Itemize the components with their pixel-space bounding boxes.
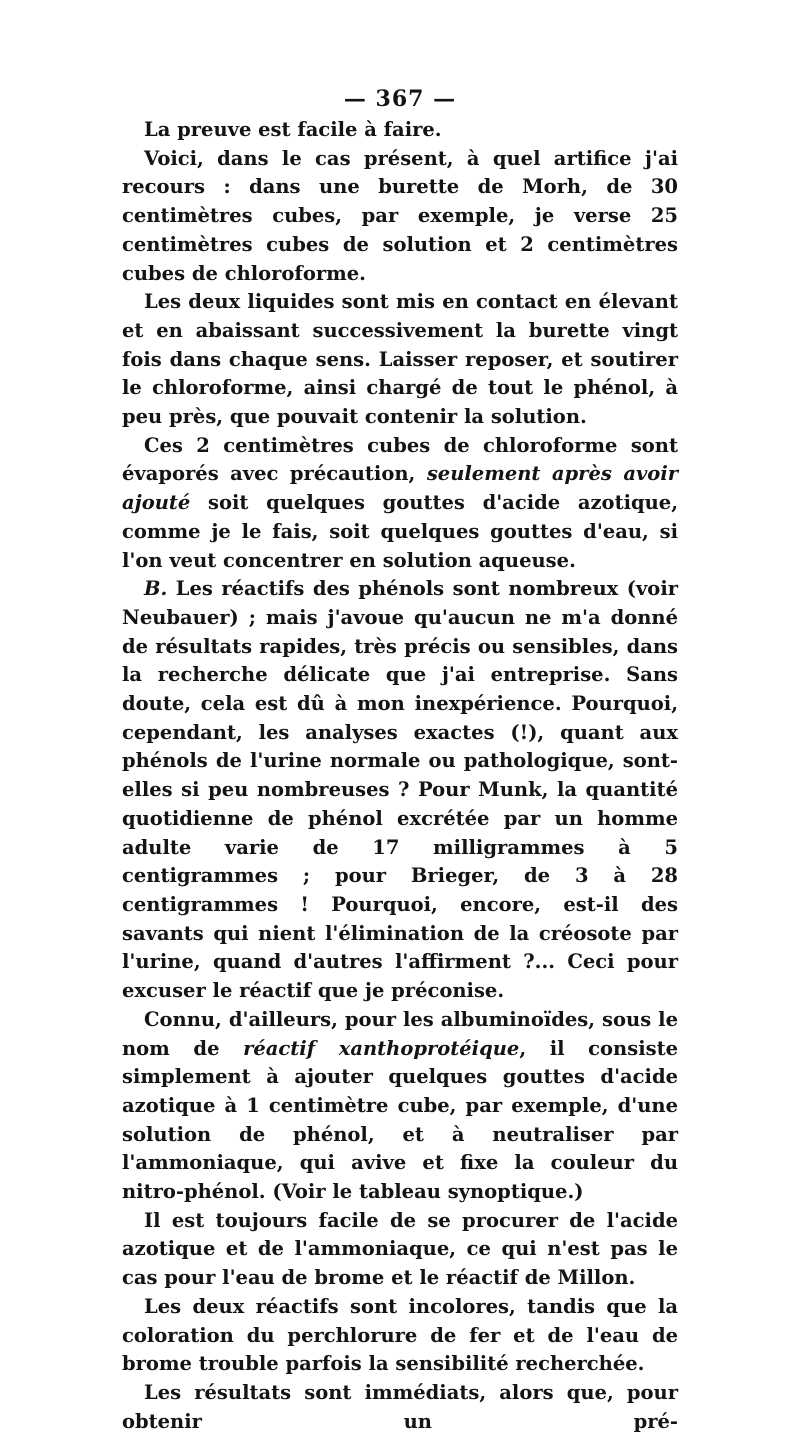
body-text bbox=[122, 116, 678, 1436]
paragraph bbox=[122, 1379, 678, 1436]
text-run: Ces 2 centimètres cubes de chloroforme sont évaporés avec précaution, bbox=[122, 433, 678, 486]
text-run: La preuve est facile à faire. bbox=[144, 118, 442, 141]
text-run: Connu, d'ailleurs, pour les albuminoïdes, sous le nom de bbox=[122, 1007, 678, 1060]
italic-run: seulement après avoir ajouté bbox=[122, 462, 678, 515]
text-run: Les deux liquides sont mis en contact en élevant et en abaissant successivement la burette vingt fois dans chaque sens. Laisser reposer, et soutirer le chloroforme, ainsi chargé de tout le phénol, à peu près, que pouvait contenir la solution. bbox=[122, 290, 678, 429]
text-run: Il est toujours facile de se procurer de l'acide azotique et de l'ammoniaque, ce qui n'est pas le cas pour l'eau de brome et le réactif de Millon. bbox=[122, 1208, 678, 1290]
paragraph bbox=[122, 116, 678, 145]
text-run: soit quelques gouttes d'acide azotique, comme je le fais, soit quelques gouttes d'eau, si l'on veut concentrer en solution aqueuse. bbox=[122, 491, 678, 572]
paragraph bbox=[122, 432, 678, 576]
paragraph bbox=[122, 1207, 678, 1293]
italic-run: réactif xanthoprotéique bbox=[243, 1036, 520, 1060]
paragraph bbox=[122, 145, 678, 289]
section-letter: B. bbox=[144, 577, 168, 601]
text-run: , il consiste simplement à ajouter quelques gouttes d'acide azotique à 1 centimètre cube, par exemple, d'une solution de phénol, et à neutraliser par l'ammoniaque, qui avive et fixe la couleur du nitro-phénol. (Voir le tableau synoptique.) bbox=[122, 1036, 678, 1204]
paragraph bbox=[122, 1293, 678, 1379]
paragraph bbox=[122, 1006, 678, 1207]
text-run: Les résultats sont immédiats, alors que, pour obtenir un pré- bbox=[122, 1380, 678, 1433]
text-run: Voici, dans le cas présent, à quel artifice j'ai recours : dans une burette de Morh, de 30 centimètres cubes, par exemple, je verse 25 centimètres cubes de solution et 2 centimètres cubes de chloroforme. bbox=[122, 146, 678, 285]
page-number: — 367 — bbox=[343, 86, 457, 112]
paragraph bbox=[122, 288, 678, 432]
text-run: Les deux réactifs sont incolores, tandis que la coloration du perchlorure de fer et de l'eau de brome trouble parfois la sensibilité recherchée. bbox=[122, 1294, 678, 1376]
paragraph bbox=[122, 575, 678, 1006]
text-run: Les réactifs des phénols sont nombreux (voir Neubauer) ; mais j'avoue qu'aucun ne m'a donné de résultats rapides, très précis ou sensibles, dans la recherche délicate que j'ai entreprise. Sans doute, cela est dû à mon inexpérience. Pourquoi, cependant, les analyses exactes (!), quant aux phénols de l'urine normale ou pathologique, sont-elles si peu nombreuses ? Pour Munk, la quantité quotidienne de phénol excrétée par un homme adulte varie de 17 milligrammes à 5 centigrammes ; pour Brieger, de 3 à 28 centigrammes ! Pourquoi, encore, est-il des savants qui nient l'élimination de la créosote par l'urine, quand d'autres l'affirment ?... Ceci pour excuser le réactif que je préconise. bbox=[122, 577, 678, 1003]
